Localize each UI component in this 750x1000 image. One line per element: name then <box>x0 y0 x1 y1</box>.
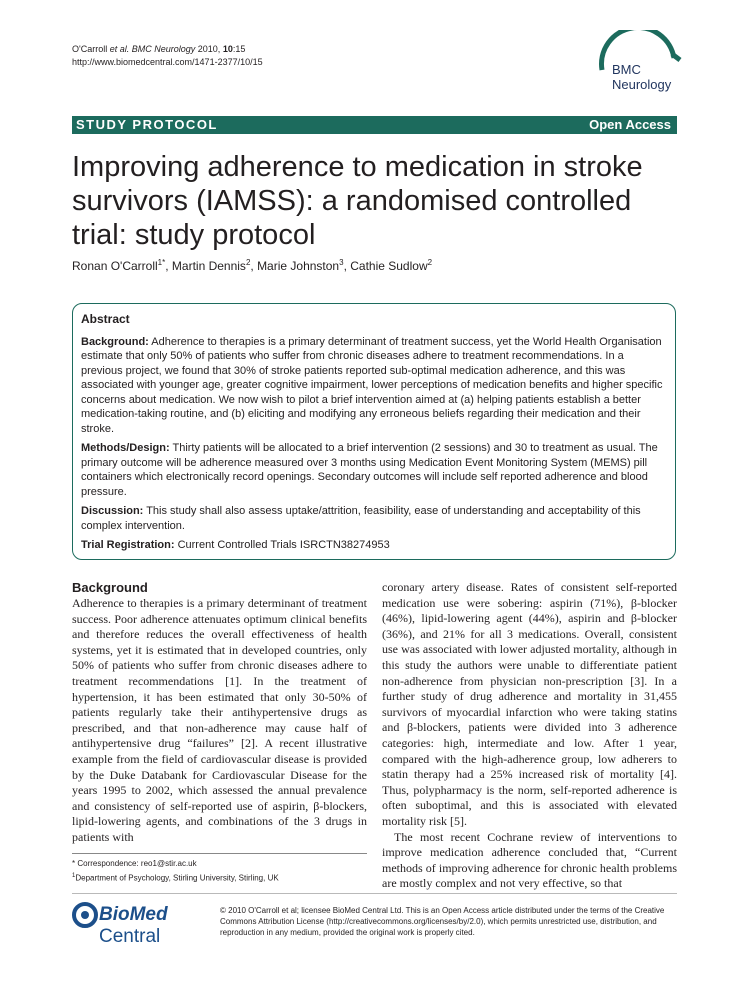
open-access-label: Open Access <box>589 117 671 132</box>
abstract-trial-registration: Trial Registration: Current Controlled Trials ISRCTN38274953 <box>81 539 390 551</box>
abstract-discussion: Discussion: This study shall also assess uptake/attrition, feasibility, ease of understanding and acceptability of this complex intervention. <box>81 505 641 532</box>
affiliation: $^1$Department of Psychology, Stirling University, Stirling, UK <box>72 873 279 883</box>
biomed-central-logo <box>72 901 212 947</box>
section-heading-background: Background <box>72 580 148 595</box>
article-type-banner <box>72 116 677 134</box>
biomed-swirl-icon <box>72 901 98 929</box>
author-affiliation-mark: 3 <box>339 258 344 267</box>
body-column-left <box>72 580 367 846</box>
license-text: © 2010 O'Carroll et al; licensee BioMed Central Ltd. This is an Open Access article distributed under the terms of the Creative Commons Attribution License (http://creativecommons.org/licenses/by/2.0), which permits unrestricted use, distribution, and reproduction in any medium, provided the original work is properly cited. <box>220 906 665 937</box>
abstract-methods: Methods/Design: Thirty patients will be allocated to a brief intervention (2 sessions) and 30 to treatment as usual. The primary outcome will be adherence measured over 3 months using Medication Event Monitoring System (MEMS) pill containers which electronically record openings. Secondary outcomes will include self reported adherence and blood pressure. <box>81 442 658 498</box>
journal-logo <box>594 30 694 100</box>
citation-line: O'Carroll et al. BMC Neurology 2010, 10:15 <box>72 44 246 54</box>
author: Martin Dennis <box>171 259 246 273</box>
author-list: Ronan O'Carroll$^{1*}$, Martin Dennis$^2$, Marie Johnston$^3$, Cathie Sudlow$^2$ <box>72 258 433 273</box>
footer-divider <box>72 893 677 894</box>
author-affiliation-mark: 1* <box>157 258 166 267</box>
logo-journal-name: Neurology <box>612 77 672 92</box>
abstract-heading: Abstract <box>81 312 130 326</box>
journal-citation <box>72 43 263 69</box>
body-column-right <box>382 580 677 892</box>
article-url[interactable]: http://www.biomedcentral.com/1471-2377/10/15 <box>72 57 263 67</box>
biomed-logo-text: BioMed Central <box>99 904 168 947</box>
author: Marie Johnston <box>257 259 340 273</box>
body-paragraph: The most recent Cochrane review of interventions to improve medication adherence concluded that, “Current methods of improving adherence for chronic health problems are mostly complex and not very effective, so that <box>382 829 677 891</box>
author: Cathie Sudlow <box>350 259 428 273</box>
author: Ronan O'Carroll <box>72 259 158 273</box>
body-paragraph: coronary artery disease. Rates of consistent self-reported medication use were sobering: aspirin (71%), β-blocker (46%), lipid-lowering agent (44%), aspirin and β-blocker (36%), and 21% for all 3 medications. Overall, consistent use was associated with lower adjusted mortality, although in this study the authors were unable to differentiate patient non-adherence from physician non-prescription [3]. In a further study of drug adherence and mortality in 31,455 survivors of myocardial infarction who were taking statins and β-blockers, patients were divided into 3 adherence categories: high, intermediate and low. After 1 year, compared with the high-adherence group, low adherers to statin therapy had a 25% increased risk of mortality [4]. Thus, polypharmacy is the norm, self-reported adherence is often suboptimal, and this is associated with elevated mortality risk [5]. <box>382 580 677 828</box>
author-affiliation-mark: 2 <box>245 258 251 267</box>
article-title: Improving adherence to medication in stroke survivors (IAMSS): a randomised controlled trial: study protocol <box>72 151 643 251</box>
abstract-box <box>72 303 676 560</box>
logo-bmc: BMC <box>612 62 641 77</box>
correspondence: * Correspondence: reo1@stir.ac.uk <box>72 859 197 868</box>
abstract-background: Background: Adherence to therapies is a primary determinant of treatment success, yet the World Health Organisation estimate that only 50% of patients who suffer from chronic diseases adhere to treatment recommendations. In a previous project, we found that 30% of stroke patients reported sub-optimal medication adherence, and this was associated with younger age, greater cognitive impairment, lower perceptions of medication benefits and higher specific concerns about medication. We now wish to pilot a brief intervention aimed at (a) helping patients establish a better medication-taking routine, and (b) eliciting and modifying any erroneous beliefs regarding their medication and their stroke. <box>81 335 663 435</box>
footnote <box>72 853 367 885</box>
author-affiliation-mark: 2 <box>427 258 433 267</box>
article-type: STUDY PROTOCOL <box>76 117 218 132</box>
body-paragraph: Adherence to therapies is a primary determinant of treatment success. Poor adherence attenuates optimum clinical benefits and therefore reduces the overall effectiveness of health systems, yet it is estimated that in developed countries, only 50% of patients who suffer from chronic diseases adhere to treatment recommendations [1]. In the treatment of hypertension, it has been estimated that only 30-50% of patients regularly take their antihypertensive drugs as prescribed, and that non-adherence may cause half of antihypertensive drug “failures” [2]. A recent illustrative example from the field of cardiovascular disease is provided by the Duke Databank for Cardiovascular Disease for the years 1995 to 2002, which assessed the annual prevalence and consistency of self-reported use of aspirin, β-blockers, lipid-lowering agents, and combinations of the 3 drugs in patients with <box>72 596 367 844</box>
